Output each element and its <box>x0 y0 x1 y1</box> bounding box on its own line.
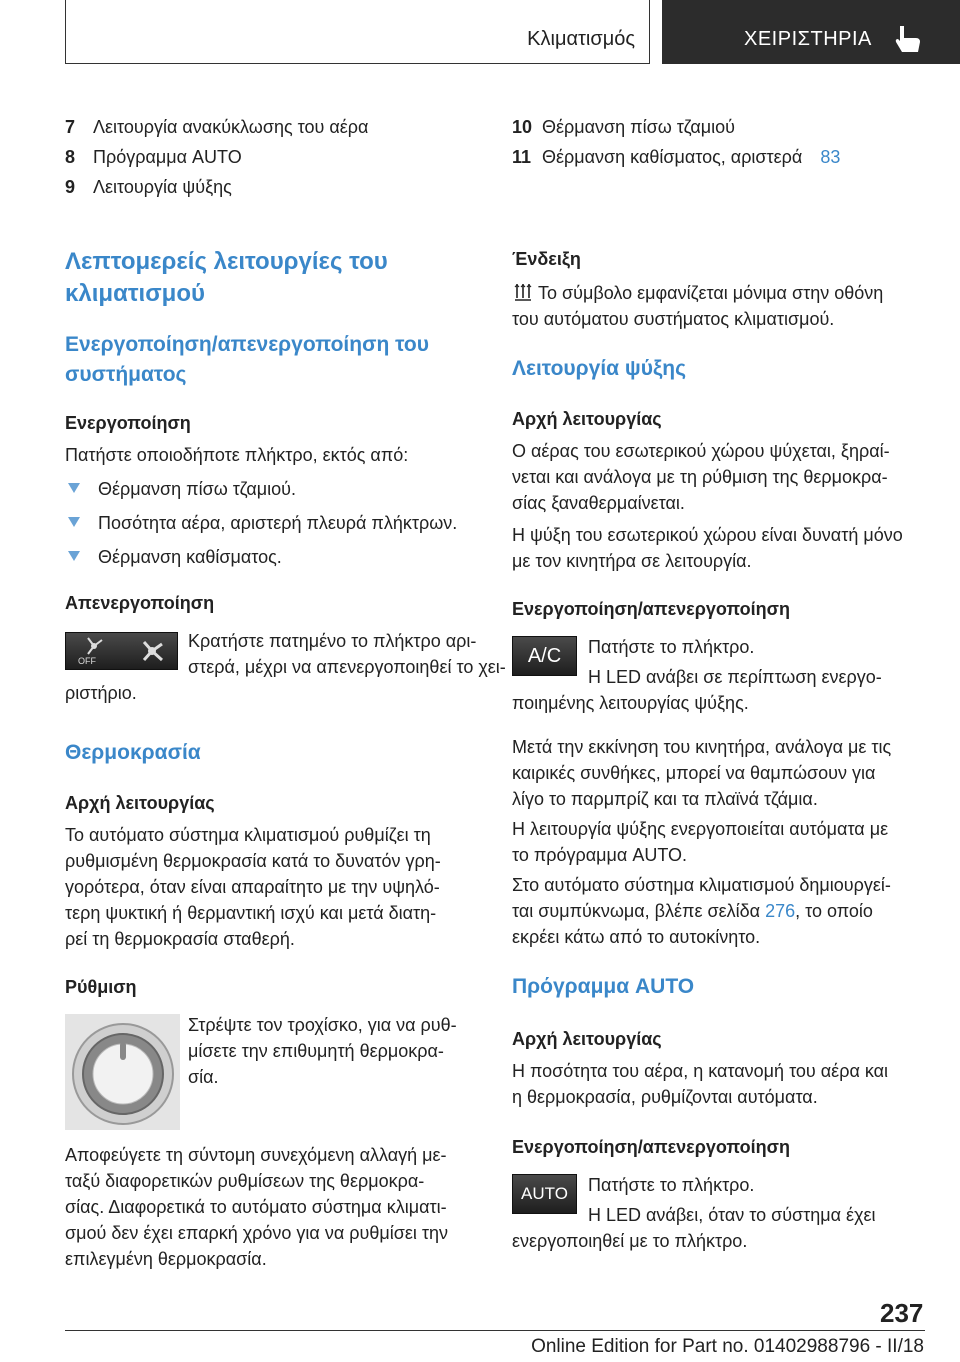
paragraph-line: Η ποσότητα του αέρα, η κατανομή του αέρα και <box>512 1061 889 1081</box>
paragraph-line: ρυθμισμένη θερμοκρασία κατά το δυνατόν γρη‐ <box>65 851 441 871</box>
auto-heading: Πρόγραμμα AUTO <box>512 975 695 998</box>
list-item: 8 Πρόγραμμα AUTO <box>65 147 242 167</box>
header-section-box <box>65 0 650 64</box>
ac-text: ποιημένης λειτουργίας ψύξης. <box>512 693 749 713</box>
principle-heading: Αρχή λειτουργίας <box>65 793 215 813</box>
paragraph-line: νεται και ανάλογα με τη ρύθμιση της θερμοκρα‐ <box>512 467 888 487</box>
paragraph-line: καιρικές συνθήκες, μπορεί να θαμπώσουν για <box>512 763 876 783</box>
indication-text: Το σύμβολο εμφανίζεται μόνιμα στην οθόνη <box>538 283 884 303</box>
indication-text: του αυτόματου συστήματος κλιματισμού. <box>512 309 835 329</box>
paragraph-line: εκρέει κάτω από το αυτοκίνητο. <box>512 927 761 947</box>
header-chapter-box <box>662 0 960 64</box>
header-section-title: Κλιματισμός <box>527 28 635 50</box>
activation-text: Πατήστε οποιοδήποτε πλήκτρο, εκτός από: <box>65 445 409 465</box>
svg-text:OFF: OFF <box>78 656 96 666</box>
footer-edition: Online Edition for Part no. 01402988796 - II/18 <box>531 1336 924 1357</box>
ac-button-image: A/C <box>512 636 577 676</box>
subsection-heading-cont: συστήματος <box>65 363 187 386</box>
paragraph-line: σίας ξαναθερμαίνεται. <box>512 493 685 513</box>
auto-text: ενεργοποιηθεί με το πλήκτρο. <box>512 1231 748 1251</box>
hand-pointer-icon <box>894 24 922 54</box>
paragraph-line: με τον κινητήρα σε λειτουργία. <box>512 551 752 571</box>
paragraph-line: γορότερα, όταν είναι απαραίτητο με την υψηλό‐ <box>65 877 440 897</box>
list-item: 9 Λειτουργία ψύξης <box>65 177 232 197</box>
activation-heading: Ενεργοποίηση <box>65 413 191 433</box>
bullet-item: Ποσότητα αέρα, αριστερή πλευρά πλήκτρων. <box>68 510 457 536</box>
paragraph-line: τερη ψυκτική ή θερμαντική ισχύ και μετά διατη‐ <box>65 903 437 923</box>
paragraph-line: το πρόγραμμα AUTO. <box>512 845 688 865</box>
paragraph-line: επιλεγμένη θερμοκρασία. <box>65 1249 267 1269</box>
auto-text: Η LED ανάβει, όταν το σύστημα έχει <box>588 1205 876 1225</box>
temperature-wheel-image <box>65 1014 180 1130</box>
paragraph-line: Η ψύξη του εσωτερικού χώρου είναι δυνατή μόνο <box>512 525 903 545</box>
setting-heading: Ρύθμιση <box>65 977 137 997</box>
ac-text: Πατήστε το πλήκτρο. <box>588 637 755 657</box>
setting-text: σία. <box>188 1067 219 1087</box>
page-reference-link[interactable]: 276 <box>765 901 796 921</box>
off-button-image <box>65 632 178 670</box>
paragraph-line: ρεί τη θερμοκρασία σταθερή. <box>65 929 295 949</box>
ac-text: Η LED ανάβει σε περίπτωση ενεργο‐ <box>588 667 882 687</box>
paragraph-line: λίγο το παρμπρίζ και τα πλαϊνά τζάμια. <box>512 789 818 809</box>
list-item: 11 Θέρμανση καθίσματος, αριστερά 83 <box>512 147 841 167</box>
fan-icon <box>72 634 172 668</box>
deactivation-text: Κρατήστε πατημένο το πλήκτρο αρι‐ <box>188 631 477 651</box>
setting-text: Στρέψτε τον τροχίσκο, για να ρυθ‐ <box>188 1015 457 1035</box>
auto-text: Πατήστε το πλήκτρο. <box>588 1175 755 1195</box>
indication-heading: Ένδειξη <box>512 249 581 269</box>
deactivation-heading: Απενεργοποίηση <box>65 593 215 613</box>
deactivation-text: στερά, μέχρι να απενεργοποιηθεί το χει‐ <box>188 657 506 677</box>
triangle-bullet-icon <box>68 551 80 561</box>
cooling-symbol-icon <box>514 282 532 302</box>
triangle-bullet-icon <box>68 517 80 527</box>
header-chapter-title: ΧΕΙΡΙΣΤΗΡΙΑ <box>744 28 872 50</box>
principle-heading: Αρχή λειτουργίας <box>512 409 662 429</box>
paragraph-line: Ο αέρας του εσωτερικού χώρου ψύχεται, ξηραί‐ <box>512 441 890 461</box>
subsection-heading: Ενεργοποίηση/απενεργοποίηση του <box>65 333 429 356</box>
deactivation-text: ριστήριο. <box>65 683 137 703</box>
paragraph-line: Η λειτουργία ψύξης ενεργοποιείται αυτόματα με <box>512 819 889 839</box>
bullet-item: Θέρμανση πίσω τζαμιού. <box>68 476 296 502</box>
section-heading-cont: κλιματισμού <box>65 280 205 307</box>
setting-text: μίσετε την επιθυμητή θερμοκρα‐ <box>188 1041 444 1061</box>
list-item: 7 Λειτουργία ανακύκλωσης του αέρα <box>65 117 369 137</box>
section-heading: Λεπτομερείς λειτουργίες του <box>65 248 388 275</box>
page-reference-link[interactable]: 83 <box>820 147 841 167</box>
cooling-heading: Λειτουργία ψύξης <box>512 357 687 380</box>
list-item: 10 Θέρμανση πίσω τζαμιού <box>512 117 735 137</box>
principle-heading: Αρχή λειτουργίας <box>512 1029 662 1049</box>
paragraph-line: σίας. Διαφορετικά το αυτόματο σύστημα κλιματι‐ <box>65 1197 447 1217</box>
temperature-heading: Θερμοκρασία <box>65 741 201 764</box>
auto-button-image: AUTO <box>512 1174 577 1214</box>
paragraph-line: σμού δεν έχει επαρκή χρόνο για να ρυθμίσει την <box>65 1223 448 1243</box>
onoff-heading: Ενεργοποίηση/απενεργοποίηση <box>512 599 790 619</box>
paragraph-line: Μετά την εκκίνηση του κινητήρα, ανάλογα με τις <box>512 737 892 757</box>
footer-divider <box>65 1330 925 1331</box>
triangle-bullet-icon <box>68 483 80 493</box>
paragraph-line: ται συμπύκνωμα, βλέπε σελίδα 276, το οποίο <box>512 901 873 921</box>
page-number: 237 <box>880 1298 924 1328</box>
paragraph-line: Το αυτόματο σύστημα κλιματισμού ρυθμίζει τη <box>65 825 431 845</box>
onoff-heading: Ενεργοποίηση/απενεργοποίηση <box>512 1137 790 1157</box>
paragraph-line: Αποφεύγετε τη σύντομη συνεχόμενη αλλαγή με‐ <box>65 1145 447 1165</box>
paragraph-line: Στο αυτόματο σύστημα κλιματισμού δημιουργεί‐ <box>512 875 891 895</box>
bullet-item: Θέρμανση καθίσματος. <box>68 544 282 570</box>
paragraph-line: ταξύ διαφορετικών ρυθμίσεων της θερμοκρα‐ <box>65 1171 425 1191</box>
paragraph-line: η θερμοκρασία, ρυθμίζονται αυτόματα. <box>512 1087 818 1107</box>
